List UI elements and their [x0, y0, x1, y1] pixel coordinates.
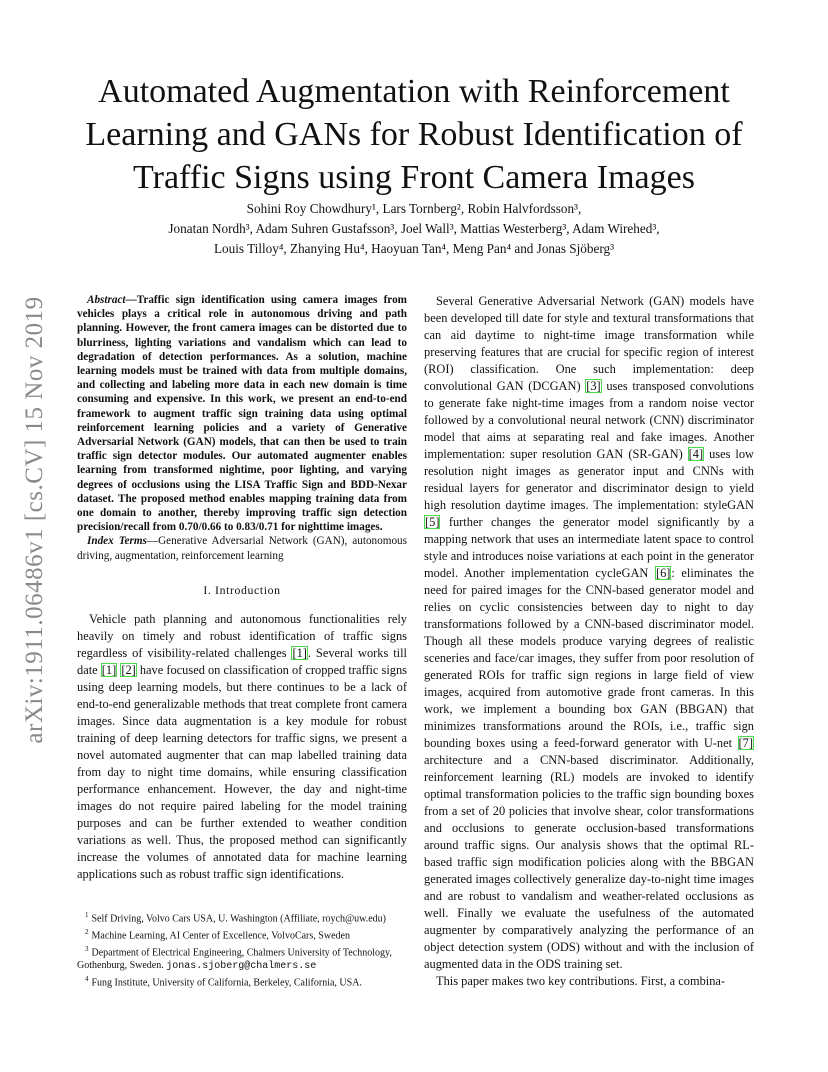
text-run: have focused on classification of cropped traffic signs using deep learning models, but there continues to be a lack of end-to-end generalizable methods that treat complete front camera images. Since data augmentation is a key module for robust training of deep learning detectors for traffic signs, we present a novel automated augmenter that can map labelled training data from day to night time domains, while ensuring classification performance enhancement. However, the day and night-time images do not require paired labeling for the model training purposes and can be further extended to weather condition variations as well. Thus, the proposed method can significantly increase the volumes of annotated data for machine learning applications such as robust traffic sign identifications.: [77, 662, 407, 881]
abstract-label: Abstract: [87, 294, 126, 306]
title-line: Traffic Signs using Front Camera Images: [133, 159, 695, 196]
index-terms-text: —Generative Adversarial Network (GAN), autonomous driving, augmentation, reinforcement learning: [77, 535, 407, 562]
footnote-mark: 1: [85, 911, 89, 919]
text-run: Vehicle path planning and autonomous functionalities rely heavily on timely and robust identification of traffic signs regardless of visibility-related challenges: [77, 611, 407, 660]
text-run: architecture and a CNN-based discriminator. Additionally, reinforcement learning (RL) models are invoked to identify optimal transformation policies to the traffic sign bounding boxes from a set of 20 policies that involve shear, color transformations and occlusions to generate occlusion-based transformations around traffic signs. Our analysis shows that the optimal RL-based traffic sign modification policies along with the BBGAN generated images collectively generalize day-to-night time images and are robust to vandalism and weather-related occlusions as well. Finally we evaluate the usefulness of the automated augmenter by comparatively analyzing the performance of an object detection system (ODS) without and with the inclusion of augmented data in the ODS training set.: [424, 753, 754, 971]
author-line: Sohini Roy Chowdhury¹, Lars Tornberg², Robin Halvfordsson³,: [246, 201, 582, 216]
paper-title: [70, 70, 758, 199]
footnote-text: Department of Electrical Engineering, Chalmers University of Technology, Gothenburg, Sweden.: [77, 947, 392, 971]
footnote-text: Self Driving, Volvo Cars USA, U. Washington (Affiliate, roych@uw.edu): [91, 913, 386, 925]
citation-link[interactable]: [3]: [586, 379, 601, 393]
title-line: Automated Augmentation with Reinforcement: [98, 73, 730, 110]
footnote-mark: 2: [85, 927, 89, 936]
body-paragraph: This paper makes two key contributions. First, a combina-: [436, 974, 726, 988]
citation-link[interactable]: [1]: [292, 645, 307, 660]
text-run: . Several works till date: [77, 645, 407, 677]
author-list: [70, 199, 758, 259]
title-line: Learning and GANs for Robust Identification of: [85, 116, 743, 153]
footnote: [77, 926, 407, 943]
abstract: [77, 293, 407, 534]
intro-paragraph: [77, 611, 407, 883]
text-run: uses transposed convolutions to generate fake night-time images from a random noise vector followed by a convolutional neural network (CNN) discriminator model that aims at separating real and fake images. Another implementation: super resolution GAN (SR-GAN): [424, 379, 754, 461]
section-heading: I. Introduction: [203, 582, 281, 597]
citation-link[interactable]: [7]: [738, 736, 753, 750]
right-column: [424, 293, 754, 990]
left-column: [77, 293, 407, 883]
footnotes: [77, 909, 407, 990]
arxiv-identifier: arXiv:1911.06486v1 [cs.CV] 15 Nov 2019: [21, 296, 48, 744]
citation-link[interactable]: [1]: [101, 662, 117, 677]
citation-link[interactable]: [6]: [655, 566, 671, 580]
footnote: [77, 943, 407, 974]
text-run: uses low resolution night images as generator input and CNNs with residual layers for generator and discriminator design to yield high resolution daytime images. The implementation: styleGAN: [424, 447, 754, 512]
index-terms: [77, 534, 407, 562]
footnote-text: Fung Institute, University of California, Berkeley, California, USA.: [91, 977, 362, 989]
citation-link[interactable]: [5]: [425, 515, 440, 529]
footnote: [77, 973, 407, 990]
index-terms-label: Index Terms: [87, 535, 147, 548]
footnote-text: Machine Learning, AI Center of Excellence, VolvoCars, Sweden: [91, 930, 350, 942]
author-line: Louis Tilloy⁴, Zhanying Hu⁴, Haoyuan Tan⁴, Meng Pan⁴ and Jonas Sjöberg³: [213, 241, 615, 256]
text-run: further changes the generator model significantly by a mapping network that uses an intermediate latent space to control style and introduces noise variations at each point in the generator model. Another implementation cycleGAN: [424, 515, 754, 580]
arxiv-sidebar: [10, 280, 60, 760]
footnote: [77, 909, 407, 926]
body-paragraph: [424, 293, 754, 973]
footnote-mark: 4: [85, 975, 89, 984]
citation-link[interactable]: [2]: [121, 662, 136, 677]
footnote-mark: 3: [85, 944, 89, 953]
email-link[interactable]: jonas.sjoberg@chalmers.se: [166, 960, 317, 972]
author-line: Jonatan Nordh³, Adam Suhren Gustafsson³, Joel Wall³, Mattias Westerberg³, Adam Wirehed³,: [168, 221, 660, 236]
abstract-text: —Traffic sign identification using camera images from vehicles plays a critical role in autonomous driving and path planning. However, the front camera images can be distorted due to blurriness, lighting variations and vandalism which can lead to degradation of detection performances. As a solution, machine learning models must be trained with data from multiple domains, and collecting and labeling more data in each new domain is time consuming and expensive. In this work, we present an end-to-end framework to augment traffic sign training data using optimal reinforcement learning policies and a variety of Generative Adversarial Network (GAN) models, that can then be used to train traffic sign detector modules. Our automated augmenter enables learning from transformed nightime, poor lighting, and varying degrees of occlusions using the LISA Traffic Sign and BDD-Nexar dataset. The proposed method enables mapping training data from one domain to another, thereby improving traffic sign detection precision/recall from 0.70/0.66 to 0.83/0.71 for nighttime images.: [77, 294, 407, 534]
text-run: : eliminates the need for paired images for the CNN-based generator model and relies on cyclic consistencies between day to night to day transformations followed by a CNN-based discriminator model. Though all these models produce varying degrees of realistic sceneries and face/car images, they suffer from poor resolution of generated ROIs for traffic sign regions in large field of view images, acquired from automotive grade front cameras. In this work, we implement a bounding box GAN (BBGAN) that minimizes transformations around the ROIs, i.e., traffic sign bounding boxes using a feed-forward generator with U-net: [424, 566, 754, 750]
text-run: Several Generative Adversarial Network (GAN) models have been developed till date for style and textural transformations that can aid daytime to night-time image transformation while preserving features that are crucial for specific region of interest (ROI) classification. One such implementation: deep convolutional GAN (DCGAN): [424, 294, 754, 393]
citation-link[interactable]: [4]: [688, 447, 704, 461]
